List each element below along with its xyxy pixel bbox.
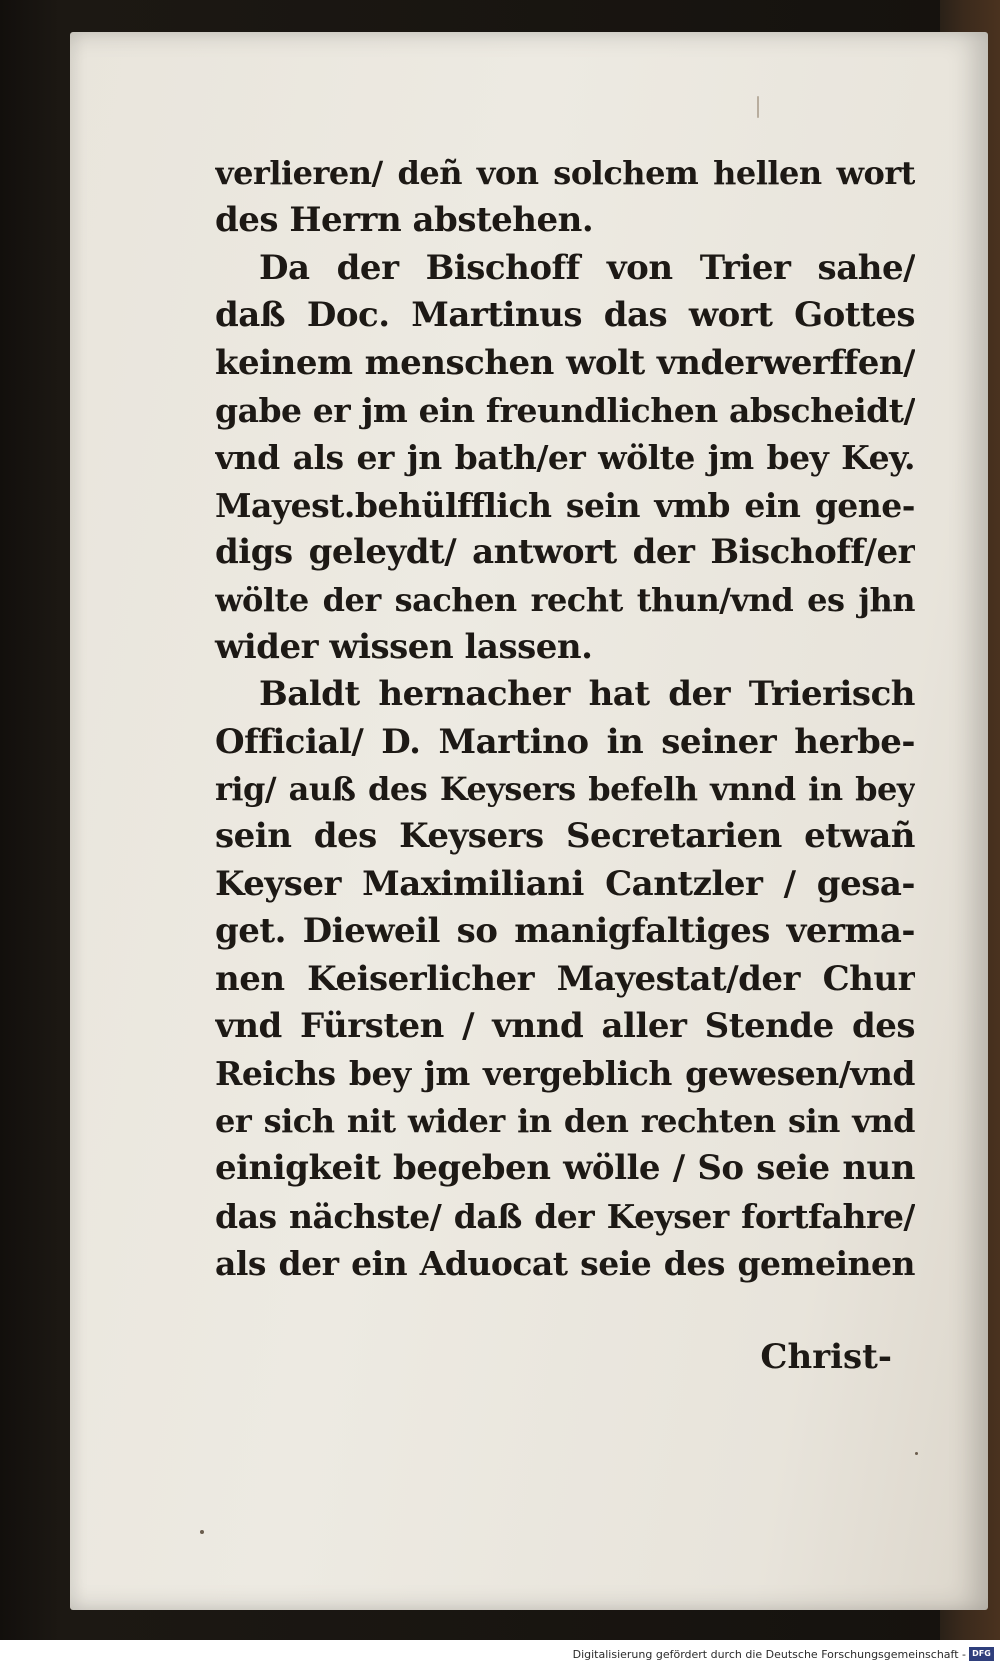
page-text-block — [215, 150, 915, 1287]
text-line: keinem menschen wolt vnderwerffen/ — [215, 342, 915, 383]
text-line: wölte der sachen recht thun/vnd es jhn — [215, 580, 915, 619]
paper-mark — [757, 96, 759, 118]
text-line: sein des Keysers Secretarien etwañ — [215, 816, 915, 857]
text-line: er sich nit wider in den rechten sin vnd — [215, 1101, 915, 1140]
digitization-footer — [0, 1640, 1000, 1667]
text-line: vnd als er jn bath/er wölte jm bey Key. — [215, 438, 915, 478]
text-line: Mayest.behülfflich sein vmb ein gene- — [215, 485, 915, 525]
paper-speck — [915, 1452, 918, 1455]
text-line: nen Keiserlicher Mayestat/der Chur — [215, 958, 915, 999]
paper-speck — [200, 1530, 204, 1534]
text-line: Official/ D. Martino in seiner herbe- — [215, 721, 915, 762]
text-line: gabe er jm ein freundlichen abscheidt/ — [215, 390, 915, 430]
text-line: als der ein Aduocat seie des gemeinen — [215, 1243, 915, 1283]
paragraph-start-line: Baldt hernacher hat der Trierisch — [259, 674, 915, 715]
funding-credit: Digitalisierung gefördert durch die Deutsche Forschungsgemeinschaft - — [572, 1648, 966, 1661]
dfg-logo: DFG — [969, 1647, 994, 1661]
text-line: Reichs bey jm vergeblich gewesen/vnd — [215, 1054, 915, 1094]
paragraph-start-line: Da der Bischoff von Trier sahe/ — [259, 247, 915, 288]
text-line: Keyser Maximiliani Cantzler / gesa- — [215, 863, 915, 904]
text-line: digs geleydt/ antwort der Bischoff/er — [215, 532, 915, 573]
text-line: des Herrn abstehen. — [215, 200, 594, 241]
text-line: einigkeit begeben wölle / So seie nun — [215, 1148, 915, 1189]
text-line: das nächste/ daß der Keyser fortfahre/ — [215, 1196, 915, 1236]
text-line: vnd Fürsten / vnnd aller Stende des — [215, 1006, 915, 1047]
text-line: verlieren/ deñ von solchem hellen wort — [215, 154, 915, 192]
catchword: Christ- — [760, 1337, 892, 1377]
text-line: daß Doc. Martinus das wort Gottes — [215, 295, 915, 336]
text-line: rig/ auß des Keysers befelh vnnd in bey — [215, 770, 915, 809]
text-line: wider wissen lassen. — [215, 626, 593, 667]
text-line: get. Dieweil so manigfaltiges verma- — [215, 911, 915, 952]
